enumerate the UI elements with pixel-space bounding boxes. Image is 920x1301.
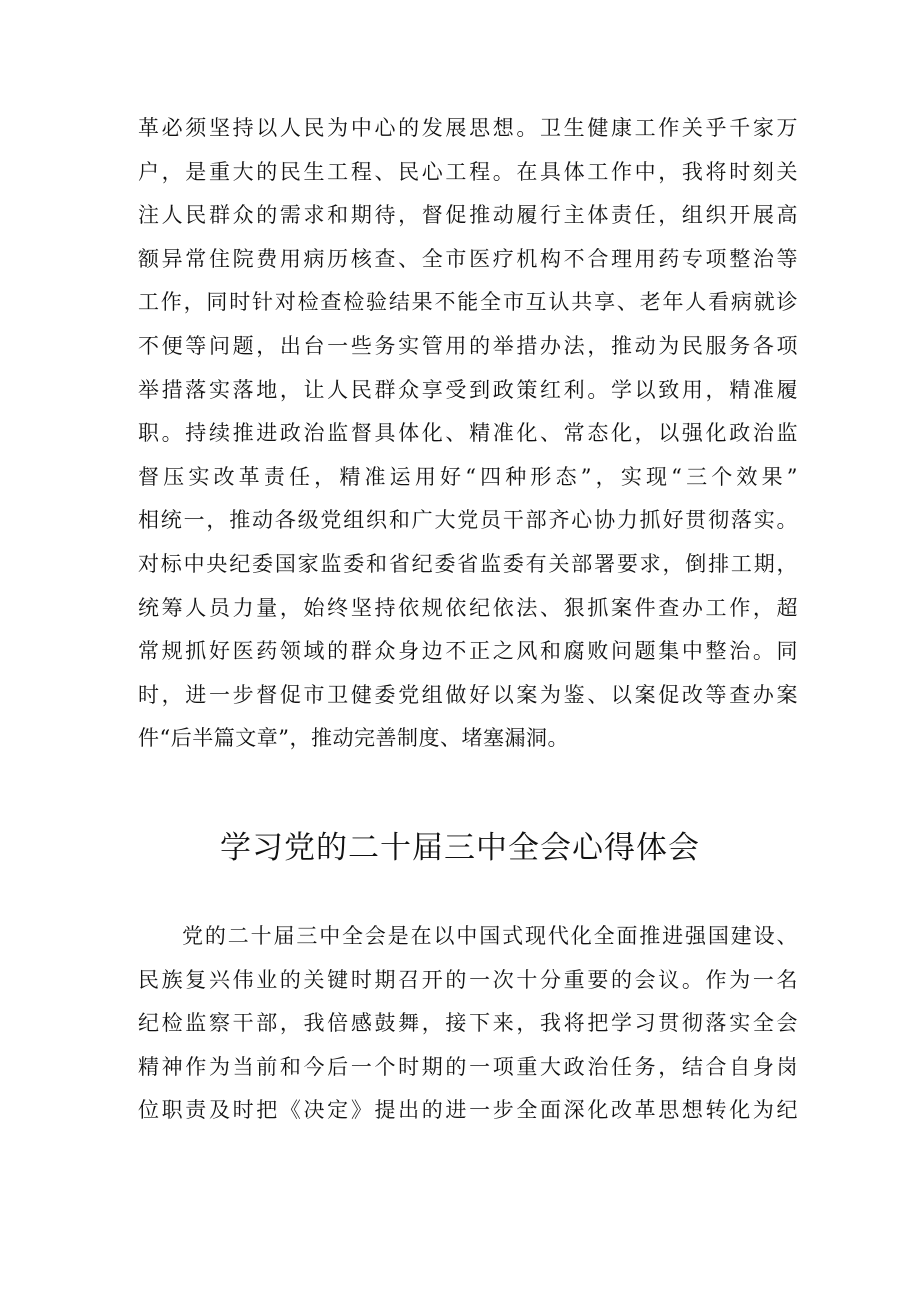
document-title: 学习党的二十届三中全会心得体会 bbox=[220, 830, 700, 866]
paragraph-line: 纪检监察干部，我倍感鼓舞，接下来，我将把学习贯彻落实全会 bbox=[138, 1011, 798, 1036]
paragraph-line: 对标中央纪委国家监委和省纪委省监委有关部署要求，倒排工期， bbox=[138, 551, 798, 576]
paragraph-line: 额异常住院费用病历核查、全市医疗机构不合理用药专项整治等 bbox=[138, 246, 798, 271]
paragraph-line: 督压实改革责任，精准运用好“四种形态”，实现“三个效果” bbox=[138, 464, 798, 489]
paragraph-line: 时，进一步督促市卫健委党组做好以案为鉴、以案促改等查办案 bbox=[138, 682, 798, 707]
paragraph-line: 举措落实落地，让人民群众享受到政策红利。学以致用，精准履 bbox=[138, 377, 798, 402]
paragraph-line: 革必须坚持以人民为中心的发展思想。卫生健康工作关乎千家万 bbox=[138, 116, 798, 140]
paragraph-line: 位职责及时把《决定》提出的进一步全面深化改革思想转化为纪 bbox=[138, 1098, 798, 1123]
paragraph-line: 精神作为当前和今后一个时期的一项重大政治任务，结合自身岗 bbox=[138, 1054, 798, 1079]
paragraph-line: 工作，同时针对检查检验结果不能全市互认共享、老年人看病就诊 bbox=[138, 290, 798, 315]
paragraph-line: 统筹人员力量，始终坚持依规依纪依法、狠抓案件查办工作，超 bbox=[138, 595, 798, 620]
paragraph-line: 常规抓好医药领域的群众身边不正之风和腐败问题集中整治。同 bbox=[138, 639, 798, 664]
paragraph-line: 党的二十届三中全会是在以中国式现代化全面推进强国建设、 bbox=[182, 924, 798, 948]
paragraph-line: 职。持续推进政治监督具体化、精准化、常态化，以强化政治监 bbox=[138, 421, 798, 446]
body-paragraph-continued bbox=[138, 107, 798, 761]
paragraph-line: 件“后半篇文章”，推动完善制度、堵塞漏洞。 bbox=[138, 726, 569, 751]
body-paragraph-new bbox=[138, 915, 798, 1133]
paragraph-line: 注人民群众的需求和期待，督促推动履行主体责任，组织开展高 bbox=[138, 203, 798, 228]
paragraph-line: 户，是重大的民生工程、民心工程。在具体工作中，我将时刻关 bbox=[138, 159, 798, 184]
paragraph-line: 民族复兴伟业的关键时期召开的一次十分重要的会议。作为一名 bbox=[138, 967, 798, 992]
paragraph-line: 相统一，推动各级党组织和广大党员干部齐心协力抓好贯彻落实。 bbox=[138, 508, 798, 533]
paragraph-line: 不便等问题，出台一些务实管用的举措办法，推动为民服务各项 bbox=[138, 333, 798, 358]
